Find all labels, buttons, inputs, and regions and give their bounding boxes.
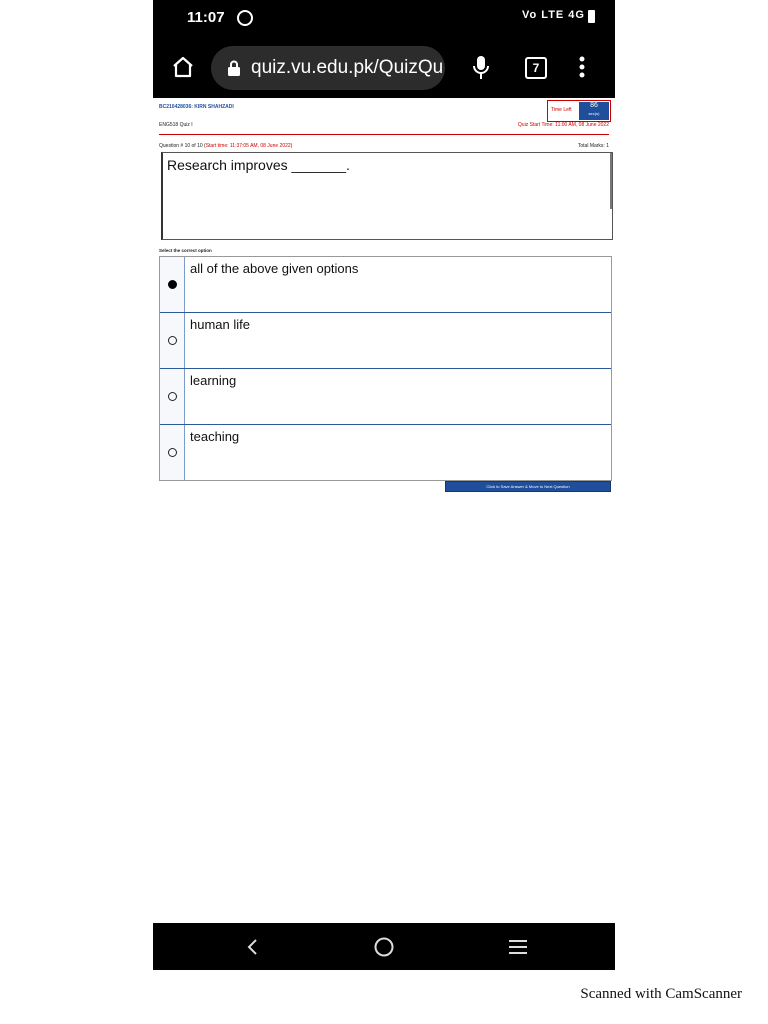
- radio-cell[interactable]: [160, 257, 185, 312]
- radio-cell[interactable]: [160, 369, 185, 424]
- microphone-icon[interactable]: [471, 55, 491, 81]
- option-label: human life: [190, 317, 250, 332]
- home-circle-icon[interactable]: [373, 936, 395, 958]
- time-left-value: 86: [590, 102, 598, 109]
- more-options-icon[interactable]: [579, 56, 585, 78]
- radio-button[interactable]: [168, 336, 177, 345]
- lock-icon: [227, 60, 241, 76]
- question-text: Research improves _______.: [167, 157, 350, 173]
- select-option-label: Select the correct option: [159, 248, 212, 253]
- radio-button[interactable]: [168, 448, 177, 457]
- option-label: teaching: [190, 429, 240, 444]
- question-start-time: Start time: 11:37:05 AM, 08 June 2022: [205, 143, 291, 149]
- total-marks: Total Marks: 1: [577, 143, 609, 149]
- time-left-label: Time Left: [551, 107, 572, 113]
- option-label: all of the above given options: [190, 261, 359, 276]
- option-row[interactable]: [160, 257, 611, 313]
- option-row[interactable]: [160, 369, 611, 425]
- back-icon[interactable]: [243, 937, 263, 957]
- quiz-start-time: Quiz Start Time: 11:00 AM, 08 June 2022: [517, 122, 609, 128]
- radio-cell[interactable]: [160, 425, 185, 480]
- option-label: learning: [190, 373, 237, 388]
- phone-screen: [153, 0, 615, 970]
- divider: [159, 134, 609, 135]
- radio-button[interactable]: [168, 392, 177, 401]
- browser-toolbar: [153, 38, 615, 98]
- address-bar[interactable]: [211, 46, 445, 90]
- status-network: Vo LTE 4G: [522, 9, 585, 21]
- battery-icon: [588, 10, 595, 23]
- time-left-value-box: [579, 102, 609, 120]
- time-left-box: [547, 100, 611, 122]
- time-left-unit: sec(s): [588, 111, 600, 116]
- android-nav-bar: [153, 923, 615, 970]
- whatsapp-icon: [237, 10, 253, 26]
- options-list: [159, 256, 612, 481]
- student-id: BC210428036: KIRN SHAHZADI: [159, 104, 234, 110]
- question-box: [161, 152, 613, 240]
- course-title: ENG518 Quiz I: [159, 122, 193, 128]
- recents-icon[interactable]: [507, 938, 529, 956]
- camscanner-watermark: Scanned with CamScanner: [580, 986, 742, 1002]
- radio-cell[interactable]: [160, 313, 185, 368]
- url-text: quiz.vu.edu.pk/QuizQu: [251, 57, 444, 78]
- option-row[interactable]: [160, 313, 611, 369]
- status-bar: [153, 0, 615, 38]
- home-icon[interactable]: [171, 55, 195, 79]
- save-next-button[interactable]: Click to Save Answer & Move to Next Question: [445, 481, 611, 492]
- radio-button-selected[interactable]: [168, 280, 177, 289]
- tab-switcher-button[interactable]: 7: [525, 57, 547, 79]
- question-number: Question # 10 of 10 (: [159, 143, 206, 149]
- question-info: [159, 143, 292, 149]
- status-time: 11:07: [187, 9, 225, 26]
- question-scrollbar[interactable]: [610, 153, 612, 209]
- question-info-close: ): [290, 143, 293, 149]
- option-row[interactable]: [160, 425, 611, 480]
